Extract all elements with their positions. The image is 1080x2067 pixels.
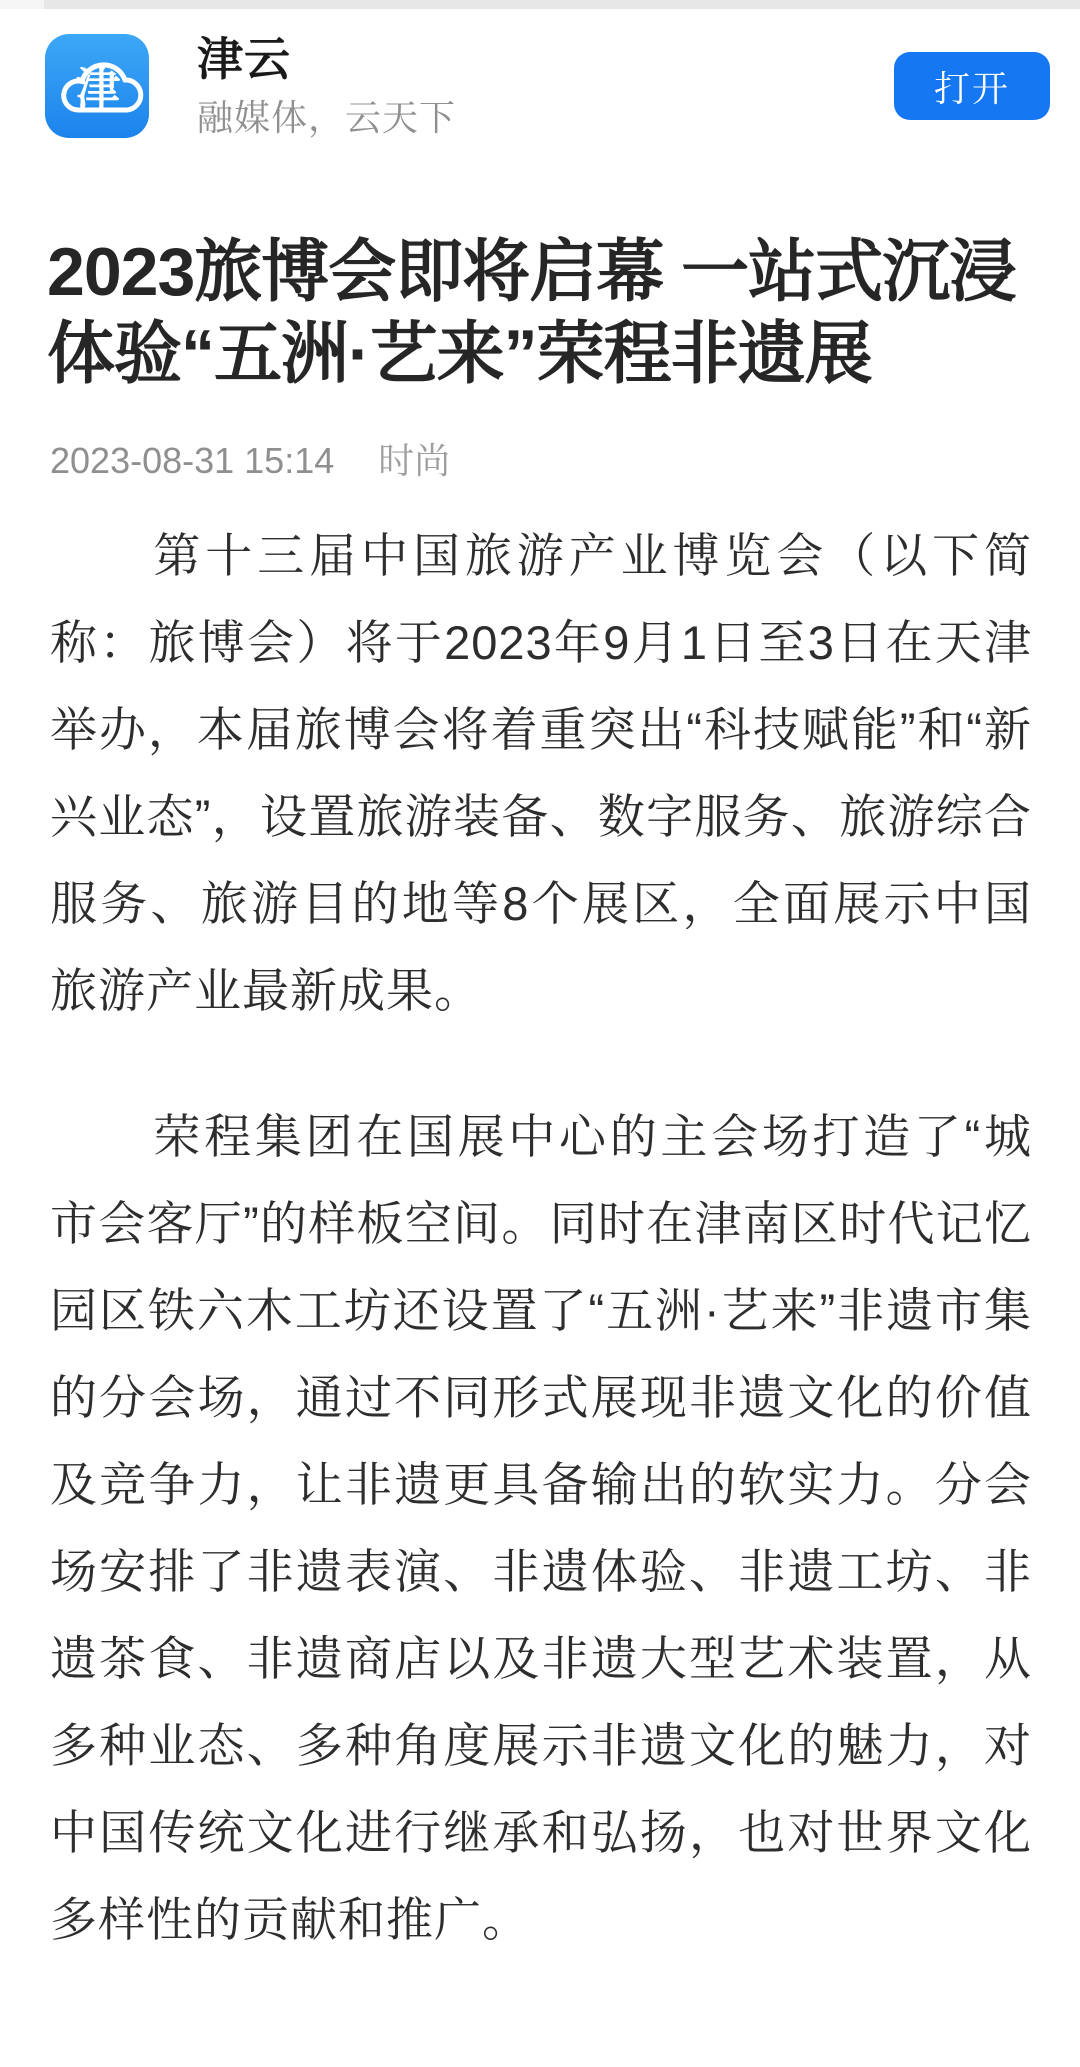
cloud-logo-icon [45,34,149,138]
top-edge-strip-left [0,0,44,9]
article-title [47,231,1032,395]
jinyun-app-icon [45,34,149,138]
article-paragraph-1: 第十三届中国旅游产业博览会（以下简称：旅博会）将于2023年9月1日至3日在天津举办，本届旅博会将着重突出“科技赋能”和“新兴业态”，设置旅游装备、数字服务、旅游综合服务、旅游目的地等8个展区，全面展示中国旅游产业最新成果。 [50,529,1032,1018]
top-edge-strip [0,0,1080,9]
open-app-button[interactable]: 打开 [894,52,1050,120]
article-body [50,512,1032,1963]
app-meta [197,33,894,139]
icon-character: 津 [76,65,120,115]
article-paragraph-2: 荣程集团在国展中心的主会场打造了“城市会客厅”的样板空间。同时在津南区时代记忆园区铁六木工坊还设置了“五洲·艺来”非遗市集的分会场，通过不同形式展现非遗文化的价值及竞争力，让非遗更具备输出的软实力。分会场安排了非遗表演、非遗体验、非遗工坊、非遗茶食、非遗商店以及非遗大型艺术装置，从多种业态、多种角度展示非遗文化的魅力，对中国传统文化进行继承和弘扬，也对世界文化多样性的贡献和推广。 [50,1110,1032,1947]
app-name: 津云 [197,33,291,85]
article-meta [50,433,1032,484]
category-tag: 时尚 [378,440,451,482]
app-tagline: 融媒体，云天下 [197,96,457,138]
app-smart-banner [0,9,1080,139]
publish-timestamp: 2023-08-31 15:14 [50,440,335,482]
article-title-line1: 2023旅博会即将启幕 一站式沉浸 [47,234,1017,311]
article-title-line2: 体验“五洲·艺来”荣程非遗展 [47,316,872,393]
article-container [0,231,1080,1963]
